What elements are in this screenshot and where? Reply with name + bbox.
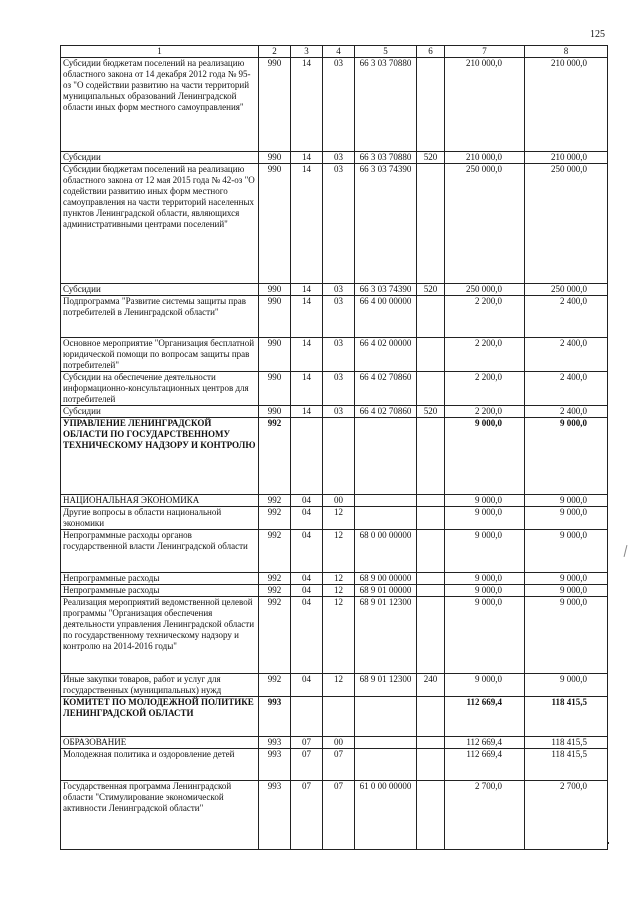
header-row [61,46,608,58]
name-cell: Субсидии бюджетам поселений на реализацию областного закона от 14 декабря 2012 года № 95-оз "О содействии развитию на части территорий муниципальных образований Ленинградской области иных форм местного самоуправления" [61,58,259,152]
col-4-cell: 00 [323,737,355,749]
col-2-cell: 990 [259,406,291,418]
col-8-cell: 9 000,0 [525,573,608,585]
col-7-cell: 9 000,0 [445,530,525,573]
col-5-cell: 61 0 00 00000 [355,781,417,850]
col-3-cell: 07 [291,737,323,749]
name-cell: Непрограммные расходы [61,585,259,597]
col-4-cell: 07 [323,781,355,850]
col-8-cell: 118 415,5 [525,749,608,781]
col-6-cell [417,58,445,152]
col-8-cell: 9 000,0 [525,674,608,697]
col-8-cell: 118 415,5 [525,737,608,749]
col-5-cell: 68 9 00 00000 [355,573,417,585]
col-7-cell: 112 669,4 [445,737,525,749]
name-cell: Подпрограмма "Развитие системы защиты прав потребителей в Ленинградской области" [61,296,259,338]
col-7-cell: 9 000,0 [445,585,525,597]
col-8-cell: 250 000,0 [525,164,608,284]
col-6-cell: 520 [417,284,445,296]
table-row [61,338,608,372]
table-row [61,152,608,164]
col-4-cell: 12 [323,597,355,674]
col-6-cell: 520 [417,406,445,418]
col-5-cell: 68 0 00 00000 [355,530,417,573]
col-7-cell: 2 200,0 [445,406,525,418]
col-8-cell: 250 000,0 [525,284,608,296]
header-cell: 3 [291,46,323,58]
col-4-cell: 12 [323,585,355,597]
col-8-cell: 2 400,0 [525,296,608,338]
col-6-cell [417,737,445,749]
col-4-cell: 00 [323,495,355,507]
col-2-cell: 993 [259,781,291,850]
col-2-cell: 990 [259,296,291,338]
col-2-cell: 990 [259,338,291,372]
col-7-cell: 9 000,0 [445,495,525,507]
table-continuation [60,842,609,844]
name-cell: Субсидии бюджетам поселений на реализацию областного закона от 12 мая 2015 года № 42-оз "О содействии развитию иных форм местного самоуправления на части территорий населенных пунктов Ленинградской области, являющихся административными центрами поселений" [61,164,259,284]
col-3-cell: 14 [291,152,323,164]
table-row [61,674,608,697]
col-2-cell: 993 [259,737,291,749]
name-cell: УПРАВЛЕНИЕ ЛЕНИНГРАДСКОЙ ОБЛАСТИ ПО ГОСУДАРСТВЕННОМУ ТЕХНИЧЕСКОМУ НАДЗОРУ И КОНТРОЛЮ [61,418,259,495]
col-5-cell [355,737,417,749]
col-3-cell: 04 [291,597,323,674]
col-4-cell: 03 [323,296,355,338]
col-5-cell: 68 9 01 12300 [355,674,417,697]
col-4-cell: 03 [323,58,355,152]
col-5-cell: 66 3 03 70880 [355,152,417,164]
col-3-cell: 04 [291,674,323,697]
col-5-cell: 66 3 03 70880 [355,58,417,152]
col-4-cell [323,697,355,737]
col-5-cell: 66 3 03 74390 [355,164,417,284]
name-cell: Реализация мероприятий ведомственной целевой программы "Организация обеспечения деятельности управления Ленинградской области по государственному техническому надзору и контролю на 2014-2016 годы" [61,597,259,674]
table-row [61,406,608,418]
col-2-cell: 993 [259,697,291,737]
col-6-cell: 520 [417,152,445,164]
col-4-cell: 12 [323,674,355,697]
col-8-cell: 2 700,0 [525,781,608,850]
col-2-cell: 992 [259,495,291,507]
header-cell: 2 [259,46,291,58]
col-2-cell: 992 [259,674,291,697]
col-8-cell: 9 000,0 [525,418,608,495]
table-row [61,585,608,597]
col-3-cell: 04 [291,507,323,530]
budget-table [60,45,608,850]
col-6-cell [417,296,445,338]
table-row [61,781,608,850]
col-3-cell: 04 [291,495,323,507]
col-3-cell: 07 [291,781,323,850]
name-cell: Молодежная политика и оздоровление детей [61,749,259,781]
col-7-cell: 2 200,0 [445,296,525,338]
col-2-cell: 992 [259,597,291,674]
col-3-cell [291,418,323,495]
col-5-cell: 66 3 03 74390 [355,284,417,296]
name-cell: КОМИТЕТ ПО МОЛОДЕЖНОЙ ПОЛИТИКЕ ЛЕНИНГРАДСКОЙ ОБЛАСТИ [61,697,259,737]
col-6-cell [417,585,445,597]
col-2-cell: 992 [259,418,291,495]
col-6-cell [417,495,445,507]
col-2-cell: 992 [259,585,291,597]
col-5-cell: 66 4 02 70860 [355,406,417,418]
header-cell: 4 [323,46,355,58]
header-cell: 8 [525,46,608,58]
col-2-cell: 992 [259,530,291,573]
header-cell: 7 [445,46,525,58]
col-7-cell: 112 669,4 [445,749,525,781]
col-4-cell: 12 [323,507,355,530]
col-3-cell: 14 [291,296,323,338]
col-8-cell: 2 400,0 [525,406,608,418]
name-cell: Государственная программа Ленинградской области "Стимулирование экономической активности Ленинградской области" [61,781,259,850]
col-8-cell: 2 400,0 [525,338,608,372]
col-6-cell [417,749,445,781]
col-5-cell [355,697,417,737]
col-6-cell [417,507,445,530]
col-2-cell: 990 [259,164,291,284]
table-row [61,573,608,585]
col-4-cell: 12 [323,573,355,585]
col-5-cell: 66 4 00 00000 [355,296,417,338]
col-8-cell: 9 000,0 [525,597,608,674]
table-row [61,597,608,674]
col-5-cell: 68 9 01 12300 [355,597,417,674]
table-row [61,749,608,781]
col-3-cell: 07 [291,749,323,781]
name-cell: Субсидии на обеспечение деятельности информационно-консультационных центров для потребителей [61,372,259,406]
col-4-cell: 03 [323,372,355,406]
name-cell: Субсидии [61,284,259,296]
page-number: 125 [590,29,605,40]
col-5-cell [355,749,417,781]
col-2-cell: 990 [259,372,291,406]
col-8-cell: 118 415,5 [525,697,608,737]
col-5-cell [355,495,417,507]
col-7-cell: 9 000,0 [445,674,525,697]
col-2-cell: 993 [259,749,291,781]
name-cell: Субсидии [61,152,259,164]
col-3-cell: 14 [291,372,323,406]
col-3-cell: 04 [291,530,323,573]
col-6-cell: 240 [417,674,445,697]
name-cell: Субсидии [61,406,259,418]
name-cell: Непрограммные расходы органов государственной власти Ленинградской области [61,530,259,573]
col-6-cell [417,530,445,573]
col-7-cell: 9 000,0 [445,573,525,585]
table-row [61,737,608,749]
col-4-cell: 12 [323,530,355,573]
col-6-cell [417,573,445,585]
col-8-cell: 9 000,0 [525,495,608,507]
col-7-cell: 9 000,0 [445,418,525,495]
col-6-cell [417,164,445,284]
col-8-cell: 210 000,0 [525,58,608,152]
col-6-cell [417,338,445,372]
table-row [61,372,608,406]
table-row [61,296,608,338]
table-row [61,697,608,737]
col-4-cell: 03 [323,284,355,296]
col-7-cell: 2 200,0 [445,338,525,372]
table-row [61,164,608,284]
col-7-cell: 9 000,0 [445,507,525,530]
table-row [61,507,608,530]
col-7-cell: 250 000,0 [445,284,525,296]
col-7-cell: 210 000,0 [445,152,525,164]
col-8-cell: 210 000,0 [525,152,608,164]
col-8-cell: 9 000,0 [525,507,608,530]
col-5-cell [355,418,417,495]
col-3-cell: 04 [291,573,323,585]
col-2-cell: 990 [259,58,291,152]
col-3-cell: 14 [291,284,323,296]
name-cell: НАЦИОНАЛЬНАЯ ЭКОНОМИКА [61,495,259,507]
name-cell: Основное мероприятие "Организация бесплатной юридической помощи по вопросам защиты прав потребителей" [61,338,259,372]
col-5-cell: 66 4 02 00000 [355,338,417,372]
table-row [61,530,608,573]
col-4-cell: 03 [323,164,355,284]
col-7-cell: 112 669,4 [445,697,525,737]
scan-mark [624,545,628,557]
col-2-cell: 992 [259,573,291,585]
col-3-cell: 14 [291,406,323,418]
col-4-cell: 03 [323,406,355,418]
col-3-cell: 14 [291,58,323,152]
col-6-cell [417,597,445,674]
col-5-cell: 66 4 02 70860 [355,372,417,406]
table-row [61,495,608,507]
col-4-cell [323,418,355,495]
name-cell: Иные закупки товаров, работ и услуг для государственных (муниципальных) нужд [61,674,259,697]
header-cell: 5 [355,46,417,58]
col-5-cell [355,507,417,530]
header-cell: 6 [417,46,445,58]
col-3-cell: 04 [291,585,323,597]
col-7-cell: 2 700,0 [445,781,525,850]
col-6-cell [417,697,445,737]
col-6-cell [417,781,445,850]
col-6-cell [417,418,445,495]
col-3-cell: 14 [291,164,323,284]
header-cell: 1 [61,46,259,58]
name-cell: ОБРАЗОВАНИЕ [61,737,259,749]
table-row [61,284,608,296]
col-4-cell: 07 [323,749,355,781]
col-5-cell: 68 9 01 00000 [355,585,417,597]
col-8-cell: 2 400,0 [525,372,608,406]
col-3-cell: 14 [291,338,323,372]
col-8-cell: 9 000,0 [525,585,608,597]
col-4-cell: 03 [323,338,355,372]
name-cell: Другие вопросы в области национальной экономики [61,507,259,530]
table-row [61,58,608,152]
col-3-cell [291,697,323,737]
name-cell: Непрограммные расходы [61,573,259,585]
col-2-cell: 990 [259,152,291,164]
table-row [61,418,608,495]
col-7-cell: 210 000,0 [445,58,525,152]
col-2-cell: 992 [259,507,291,530]
col-4-cell: 03 [323,152,355,164]
col-7-cell: 2 200,0 [445,372,525,406]
col-2-cell: 990 [259,284,291,296]
col-7-cell: 250 000,0 [445,164,525,284]
col-7-cell: 9 000,0 [445,597,525,674]
col-8-cell: 9 000,0 [525,530,608,573]
col-6-cell [417,372,445,406]
